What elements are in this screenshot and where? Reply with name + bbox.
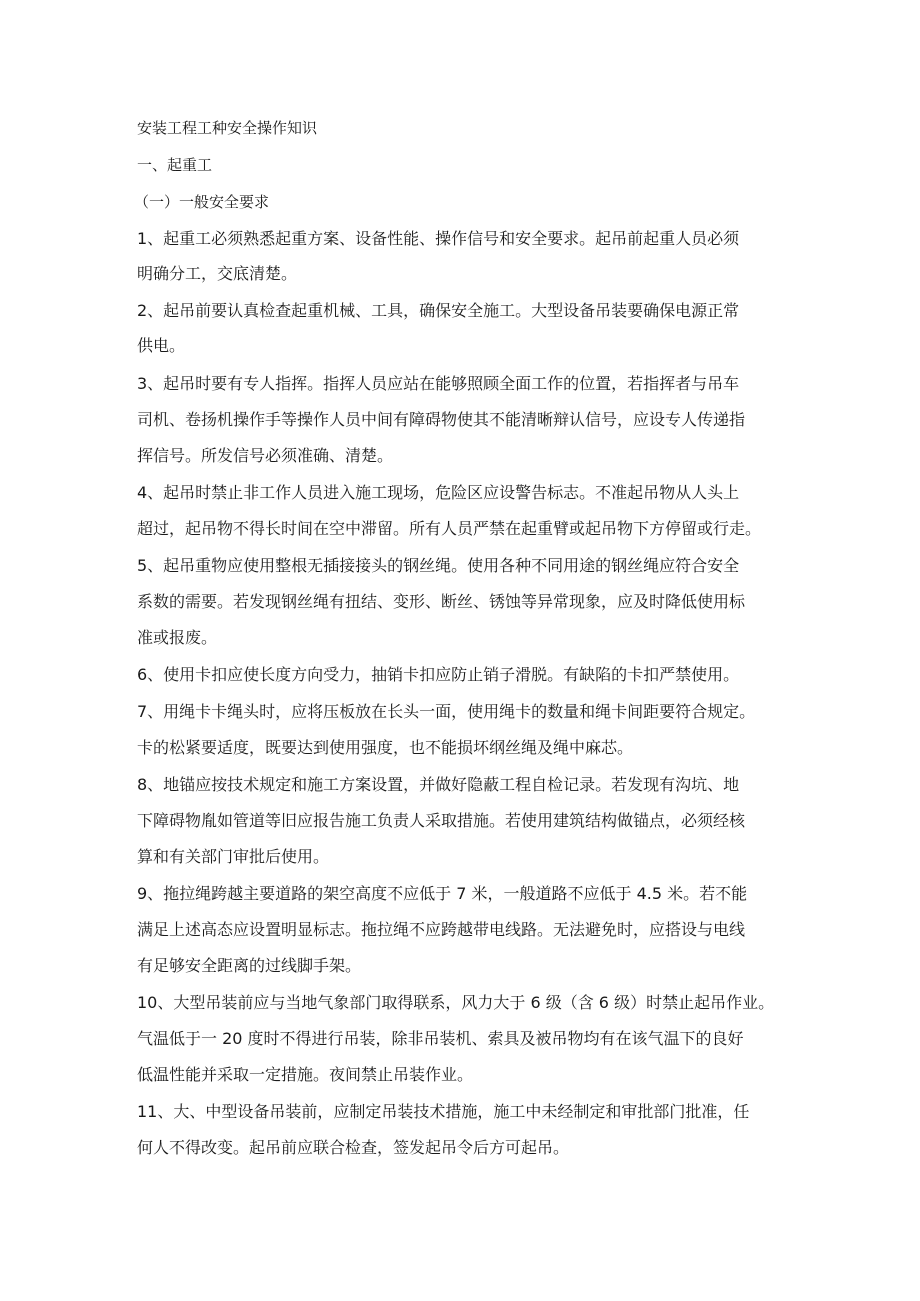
paragraph-line: 气温低于一 20 度时不得进行吊装，除非吊装机、索具及被吊物均有在该气温下的良好 <box>137 1029 744 1048</box>
subsection-heading: （一）一般安全要求 <box>134 193 270 211</box>
paragraph-line: 3、起吊时要有专人指挥。指挥人员应站在能够照顾全面工作的位置，若指挥者与吊车 <box>137 374 740 393</box>
paragraph-line: 6、使用卡扣应使长度方向受力，抽销卡扣应防止销子滑脱。有缺陷的卡扣严禁使用。 <box>137 665 740 684</box>
paragraph-line: 4、起吊时禁止非工作人员进入施工现场，危险区应设警告标志。不准起吊物从人头上 <box>137 483 740 502</box>
paragraph-line: 何人不得改变。起吊前应联合检查，签发起吊令后方可起吊。 <box>137 1138 570 1157</box>
paragraph-line: 系数的需要。若发现钢丝绳有扭结、变形、断丝、锈蚀等异常现象，应及时降低使用标 <box>137 592 746 611</box>
paragraph-line: 10、大型吊装前应与当地气象部门取得联系，风力大于 6 级（含 6 级）时禁止起吊作业。 <box>137 993 775 1012</box>
paragraph-line: 挥信号。所发信号必须准确、清楚。 <box>137 446 394 465</box>
paragraph-line: 11、大、中型设备吊装前，应制定吊装技术措施，施工中未经制定和审批部门批准，任 <box>137 1102 750 1121</box>
document-title: 安装工程工种安全操作知识 <box>137 119 318 137</box>
paragraph-line: 5、起吊重物应使用整根无插接接头的钢丝绳。使用各种不同用途的钢丝绳应符合安全 <box>137 556 740 575</box>
paragraph-line: 满足上述高态应设置明显标志。拖拉绳不应跨越带电线路。无法避免时，应搭设与电线 <box>137 920 746 939</box>
paragraph-line: 低温性能并采取一定措施。夜间禁止吊装作业。 <box>137 1065 474 1084</box>
paragraph-line: 准或报废。 <box>137 628 218 647</box>
paragraph-line: 明确分工，交底清楚。 <box>137 264 298 283</box>
paragraph-line: 下障碍物胤如管道等旧应报告施工负责人采取措施。若使用建筑结构做锚点，必须经核 <box>137 811 746 830</box>
paragraph-line: 供电。 <box>137 336 186 355</box>
paragraph-line: 8、地锚应按技术规定和施工方案设置，并做好隐蔽工程自检记录。若发现有沟坑、地 <box>137 775 740 794</box>
paragraph-line: 9、拖拉绳跨越主要道路的架空高度不应低于 7 米，一般道路不应低于 4.5 米。若不能 <box>137 884 748 903</box>
paragraph-line: 司机、卷扬机操作手等操作人员中间有障碍物使其不能清晰辩认信号，应设专人传递指 <box>137 410 746 429</box>
paragraph-line: 7、用绳卡卡绳头时，应将压板放在长头一面，使用绳卡的数量和绳卡间距要符合规定。 <box>137 702 756 721</box>
paragraph-line: 有足够安全距离的过线脚手架。 <box>137 956 362 975</box>
paragraph-line: 1、起重工必须熟悉起重方案、设备性能、操作信号和安全要求。起吊前起重人员必须 <box>137 229 740 248</box>
paragraph-line: 2、起吊前要认真检查起重机械、工具，确保安全施工。大型设备吊装要确保电源正常 <box>137 301 740 320</box>
paragraph-line: 卡的松紧要适度，既要达到使用强度，也不能损坏纲丝绳及绳中麻芯。 <box>137 738 634 757</box>
section-heading: 一、起重工 <box>137 156 213 174</box>
paragraph-line: 超过，起吊物不得长时间在空中滞留。所有人员严禁在起重臂或起吊物下方停留或行走。 <box>137 519 762 538</box>
paragraph-line: 算和有关部门审批后使用。 <box>137 847 330 866</box>
